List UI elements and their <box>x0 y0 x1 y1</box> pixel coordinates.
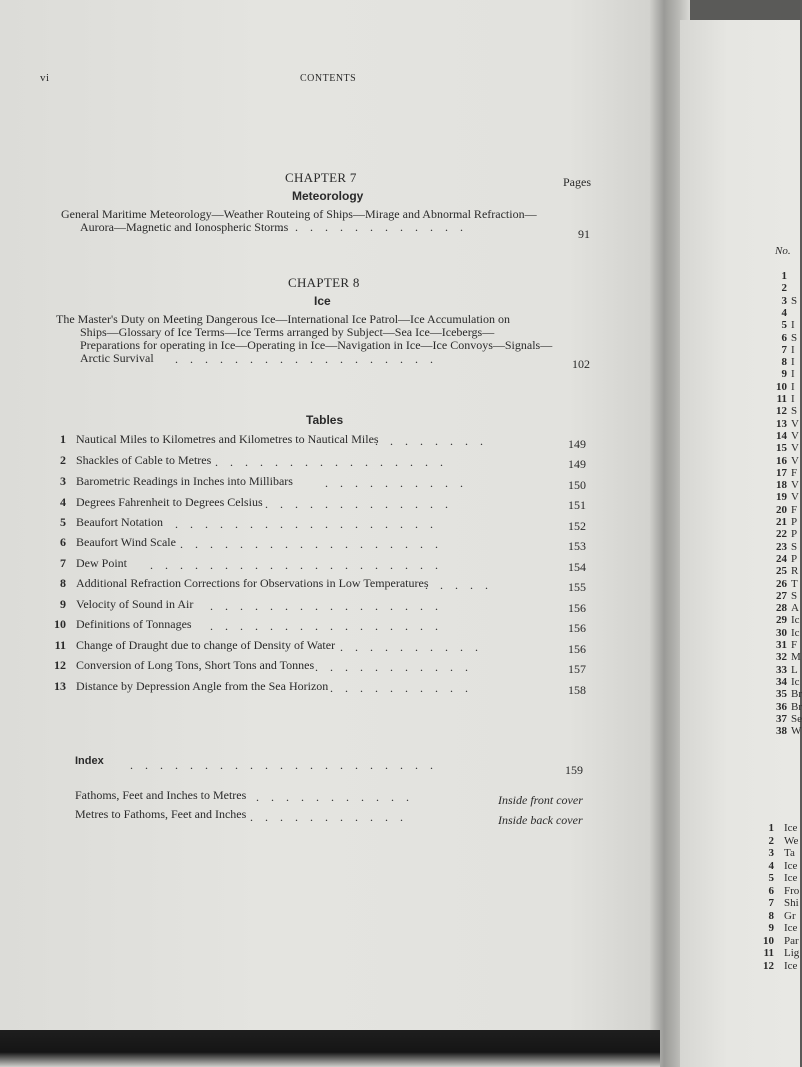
right-list-number: 3 <box>781 294 787 307</box>
table-number: 2 <box>60 453 66 467</box>
dot-leader: . . . . . . . . . . . . . . . . . . <box>175 352 433 366</box>
right-list-fragment: Par <box>784 934 799 947</box>
table-title: Velocity of Sound in Air <box>76 597 194 611</box>
table-number: 3 <box>60 474 66 488</box>
right-list-fragment: Br <box>791 700 802 713</box>
table-page: 156 <box>568 642 586 656</box>
right-list-fragment: Br <box>791 688 802 701</box>
right-list-number: 14 <box>776 429 787 442</box>
chapter7-heading: CHAPTER 7 <box>285 170 357 185</box>
right-list-number: 35 <box>776 688 787 701</box>
right-list-fragment: Ice <box>784 872 798 884</box>
running-title: CONTENTS <box>300 73 357 84</box>
table-page: 154 <box>568 560 586 574</box>
right-list-number: 10 <box>776 380 787 393</box>
right-list-fragment: Ice <box>784 822 798 834</box>
pages-label: Pages <box>563 175 591 189</box>
dot-leader: . . . . . . . . <box>375 434 483 448</box>
table-number: 1 <box>60 432 66 446</box>
table-title: Distance by Depression Angle from the Sea Horizon <box>76 679 329 693</box>
right-list-number: 5 <box>781 319 787 332</box>
right-list-number: 5 <box>768 872 774 884</box>
dot-leader: . . . . . . . . . . <box>325 476 463 490</box>
table-number: 8 <box>60 576 66 590</box>
right-list-number: 24 <box>776 552 787 565</box>
dot-leader: . . . . . . . . . . . <box>256 790 409 804</box>
table-page: 157 <box>568 662 586 676</box>
table-title: Beaufort Wind Scale <box>76 535 176 549</box>
dot-leader: . . . . . <box>425 578 488 592</box>
table-title: Degrees Fahrenheit to Degrees Celsius <box>76 495 263 509</box>
right-list-number: 12 <box>776 405 787 418</box>
table-number: 9 <box>60 597 66 611</box>
right-list-fragment: Ic <box>791 675 800 688</box>
chapter8-line4: Arctic Survival <box>80 351 154 365</box>
dot-leader: . . . . . . . . . . . . . <box>280 220 463 234</box>
right-list-number: 2 <box>781 282 787 295</box>
right-list-fragment: P <box>791 516 798 528</box>
table-title: Dew Point <box>76 556 127 570</box>
right-list-fragment: S <box>791 331 798 344</box>
chapter8-title: Ice <box>314 294 331 308</box>
right-list-number: 26 <box>776 577 787 590</box>
right-list-number: 28 <box>776 602 787 615</box>
index-label: Index <box>75 755 104 767</box>
dot-leader: . . . . . . . . . . . . . . . . . . <box>175 517 433 531</box>
table-page: 155 <box>568 580 586 594</box>
chapter8-heading: CHAPTER 8 <box>288 275 360 290</box>
right-list-number: 9 <box>781 368 787 381</box>
table-page: 149 <box>568 457 586 471</box>
right-list-number: 1 <box>781 270 787 282</box>
right-list-number: 17 <box>776 466 787 479</box>
table-number: 13 <box>54 679 66 693</box>
right-list-fragment: L <box>791 663 798 676</box>
table-number: 12 <box>54 658 66 672</box>
right-list-number: 19 <box>776 491 787 504</box>
right-list-fragment: F <box>791 639 798 651</box>
dot-leader: . . . . . . . . . . <box>340 640 478 654</box>
index-page: 159 <box>565 763 583 777</box>
dot-leader: . . . . . . . . . . . . . . . . <box>215 455 443 469</box>
right-list-number: 7 <box>768 897 774 909</box>
table-page: 149 <box>568 437 586 451</box>
dot-leader: . . . . . . . . . . . . . . . . <box>210 619 438 633</box>
right-list-number: 9 <box>768 922 774 934</box>
right-list-number: 21 <box>776 516 787 528</box>
table-page: 156 <box>568 601 586 615</box>
table-page: 151 <box>568 498 586 512</box>
right-list-number: 27 <box>776 589 787 602</box>
right-list-number: 16 <box>776 454 787 467</box>
right-list-fragment: Ice <box>784 859 798 872</box>
table-title: Conversion of Long Tons, Short Tons and Tonnes <box>76 658 315 672</box>
right-list-number: 2 <box>768 834 774 847</box>
table-page: 150 <box>568 478 586 492</box>
table-title: Shackles of Cable to Metres <box>76 453 212 467</box>
right-list-number: 20 <box>776 503 787 516</box>
right-list-number: 22 <box>776 528 787 541</box>
right-list-fragment: I <box>791 380 795 393</box>
cover-item-location: Inside front cover <box>498 793 583 807</box>
table-page: 156 <box>568 621 586 635</box>
chapter7-title: Meteorology <box>292 189 364 203</box>
table-title: Change of Draught due to change of Density of Water <box>76 638 336 652</box>
table-number: 10 <box>54 617 66 631</box>
right-list-number: 6 <box>768 884 774 897</box>
dot-leader: . . . . . . . . . . . . . <box>265 497 448 511</box>
chapter8-line1: The Master's Duty on Meeting Dangerous Ice—International Ice Patrol—Ice Accumulation on <box>56 312 511 326</box>
right-list-fragment: Shi <box>784 897 799 909</box>
right-list-number: 38 <box>776 725 787 738</box>
dot-leader: . . . . . . . . . . . . . . . . . . . . <box>150 558 438 572</box>
table-number: 11 <box>54 638 66 652</box>
table-title: Barometric Readings in Inches into Millibars <box>76 474 293 488</box>
right-list-number: 12 <box>763 959 774 972</box>
right-list-number: 11 <box>776 393 787 405</box>
right-list-fragment: V <box>791 491 799 504</box>
right-list-fragment: P <box>791 552 798 565</box>
right-list-fragment: I <box>791 393 795 405</box>
right-list-fragment: V <box>791 429 799 442</box>
dot-leader: . . . . . . . . . . . <box>250 810 403 824</box>
right-list-number: 4 <box>781 306 787 319</box>
right-list-number: 23 <box>776 540 787 553</box>
right-list-number: 37 <box>776 712 787 725</box>
right-list-fragment: W <box>791 725 802 738</box>
right-list-number: 29 <box>776 614 787 627</box>
table-title: Definitions of Tonnages <box>76 617 192 631</box>
dot-leader: . . . . . . . . . . . . . . . . . . <box>180 537 438 551</box>
right-list-fragment: Fro <box>784 884 800 897</box>
right-list-fragment: Lig <box>784 947 800 959</box>
right-list-fragment: V <box>791 442 799 455</box>
right-list-fragment: Ic <box>791 626 800 639</box>
right-list-fragment: Gr <box>784 909 796 922</box>
chapter7-line2: Aurora—Magnetic and Ionospheric Storms <box>80 220 289 234</box>
cover-item-location: Inside back cover <box>498 813 583 827</box>
right-list-fragment: V <box>791 454 799 467</box>
chapter7-line1: General Maritime Meteorology—Weather Routeing of Ships—Mirage and Abnormal Refraction— <box>61 207 537 221</box>
right-list-fragment: We <box>784 834 799 847</box>
dot-leader: . . . . . . . . . . <box>330 681 468 695</box>
right-list-fragment: P <box>791 528 798 541</box>
cover-item-title: Fathoms, Feet and Inches to Metres <box>75 788 247 802</box>
book-cover-edge <box>0 1030 660 1067</box>
right-list-number: 7 <box>781 343 787 356</box>
right-list-fragment: Ic <box>791 614 800 627</box>
right-list-number: 30 <box>776 626 787 639</box>
right-list-number: 3 <box>768 847 774 859</box>
right-list-fragment: R <box>791 565 799 578</box>
table-title: Additional Refraction Corrections for Observations in Low Temperatures <box>76 576 429 590</box>
table-number: 4 <box>60 495 66 509</box>
right-list-number: 6 <box>781 331 787 344</box>
table-page: 158 <box>568 683 586 697</box>
right-list-number: 1 <box>768 822 774 834</box>
right-list-fragment: S <box>791 405 798 418</box>
right-list-fragment: Ice <box>784 922 798 934</box>
chapter8-line3: Preparations for operating in Ice—Operating in Ice—Navigation in Ice—Ice Convoys—Signals— <box>80 338 553 352</box>
right-list-fragment: F <box>791 503 798 516</box>
right-list-number: 32 <box>776 651 787 664</box>
table-title: Nautical Miles to Kilometres and Kilometres to Nautical Miles <box>76 432 379 446</box>
table-number: 6 <box>60 535 66 549</box>
right-list-number: 34 <box>776 675 787 688</box>
right-list-number: 8 <box>768 909 774 922</box>
table-page: 152 <box>568 519 586 533</box>
right-list-fragment: S <box>791 589 798 602</box>
right-list-fragment: S <box>791 294 798 307</box>
page-number: vi <box>40 72 50 84</box>
right-list-fragment: I <box>791 343 795 356</box>
right-list-number: 13 <box>776 417 787 430</box>
dot-leader: . . . . . . . . . . . <box>315 660 468 674</box>
right-list-number: 25 <box>776 565 787 578</box>
right-list-fragment: V <box>791 479 799 492</box>
tables-title: Tables <box>306 413 344 427</box>
right-list-number: 15 <box>776 442 787 455</box>
table-page: 153 <box>568 539 586 553</box>
right-list-fragment: S <box>791 540 798 553</box>
right-list-fragment: I <box>791 356 795 369</box>
right-list-fragment: I <box>791 368 795 381</box>
cover-item-title: Metres to Fathoms, Feet and Inches <box>75 807 247 821</box>
right-list-fragment: A <box>791 602 799 615</box>
table-number: 5 <box>60 515 66 529</box>
right-col-header: No. <box>775 245 791 257</box>
right-list-fragment: Ice <box>784 959 798 972</box>
right-list-fragment: F <box>791 466 798 479</box>
right-list-fragment: T <box>791 577 798 590</box>
right-list-fragment: V <box>791 417 799 430</box>
table-title: Beaufort Notation <box>76 515 163 529</box>
right-list-number: 4 <box>768 859 774 872</box>
right-list-fragment: Ta <box>784 847 795 859</box>
right-list-number: 18 <box>776 479 787 492</box>
right-list-number: 11 <box>763 947 774 959</box>
chapter8-line2: Ships—Glossary of Ice Terms—Ice Terms arranged by Subject—Sea Ice—Icebergs— <box>80 325 495 339</box>
right-list-number: 36 <box>776 700 787 713</box>
right-list-fragment: Se <box>791 712 802 725</box>
dot-leader: . . . . . . . . . . . . . . . . <box>210 599 438 613</box>
right-list-number: 33 <box>776 663 787 676</box>
right-list-number: 10 <box>763 934 774 947</box>
table-number: 7 <box>60 556 66 570</box>
dot-leader: . . . . . . . . . . . . . . . . . . . . . <box>130 758 433 772</box>
chapter8-page: 102 <box>572 357 590 371</box>
right-list-fragment: M <box>791 651 801 664</box>
right-list-number: 31 <box>776 639 787 651</box>
right-list-number: 8 <box>781 356 787 369</box>
right-list-fragment: I <box>791 319 795 332</box>
chapter7-page: 91 <box>578 227 590 241</box>
